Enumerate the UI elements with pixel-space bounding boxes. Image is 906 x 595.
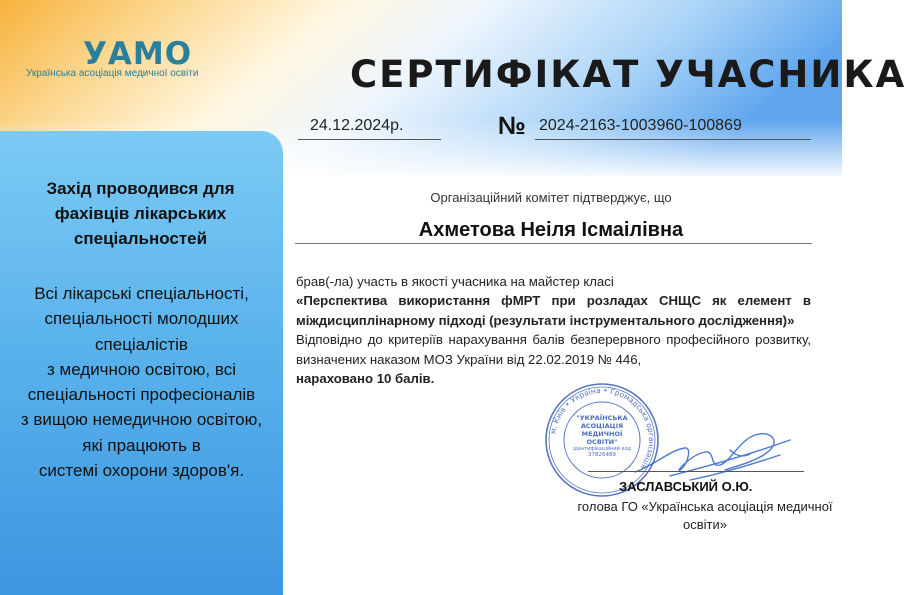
stamp-center-text: "УКРАЇНСЬКА АСОЦІАЦІЯ МЕДИЧНОЇ ОСВІТИ" — [576, 414, 628, 446]
stamp-code: 37826489 — [588, 452, 616, 458]
event-title: «Перспектива використання фМРТ при розладах СНЩС як елемент в міждисциплінарному підході (результати інструментального дослідження)» — [296, 293, 811, 328]
signer-name: ЗАСЛАВСЬКИЙ О.Ю. — [619, 479, 753, 494]
org-confirms-text: Організаційний комітет підтверджує, що — [430, 190, 672, 205]
certificate-date: 24.12.2024р. — [310, 117, 404, 134]
name-underline — [295, 243, 812, 244]
criteria-text: Відповідно до критеріїв нарахування балів безперервного професійного розвитку, визначених наказом МОЗ України від 22.02.2019 № 446, — [296, 332, 811, 367]
participation-text: брав(-ла) участь в якості учасника на майстер класі — [296, 274, 614, 289]
certificate-body — [296, 272, 811, 388]
specialty-line: з вищою немедичною освітою, — [20, 410, 263, 430]
certificate-title: СЕРТИФІКАТ УЧАСНИКА — [350, 53, 906, 96]
specialty-line: які працюють в — [82, 435, 201, 455]
logo-acronym: УАМО — [83, 36, 193, 72]
specialty-line: спеціальності професіоналів — [27, 385, 256, 405]
stamp-code-label: ідентифікаційний код — [572, 446, 632, 452]
specialty-line: з медичною освітою, всі — [46, 359, 236, 379]
signature-line — [588, 471, 804, 472]
signature-scribble — [630, 410, 800, 490]
specialty-line: спеціальності молодших — [44, 309, 239, 329]
number-symbol: № — [498, 112, 526, 140]
sidebar-specialties — [4, 281, 279, 483]
logo-subtitle: Українська асоціація медичної освіти — [26, 68, 199, 79]
signer-position: голова ГО «Українська асоціація медичної освіти» — [577, 499, 833, 532]
points-awarded: нараховано 10 балів. — [296, 371, 435, 387]
certificate-number: 2024-2163-1003960-100869 — [539, 117, 742, 134]
number-underline — [535, 139, 811, 140]
specialty-line: спеціалістів — [95, 334, 188, 354]
sidebar-heading: Захід проводився для фахівців лікарських спеціальностей — [46, 179, 235, 248]
participant-name: Ахметова Неіля Ісмаілівна — [418, 219, 684, 241]
stamp-ring-text: м. Київ • Україна • Громадська організація — [548, 385, 657, 471]
specialty-line: Всі лікарські спеціальності, — [34, 284, 249, 303]
specialty-line: системі охорони здоров'я. — [38, 461, 245, 481]
date-underline — [298, 139, 441, 140]
